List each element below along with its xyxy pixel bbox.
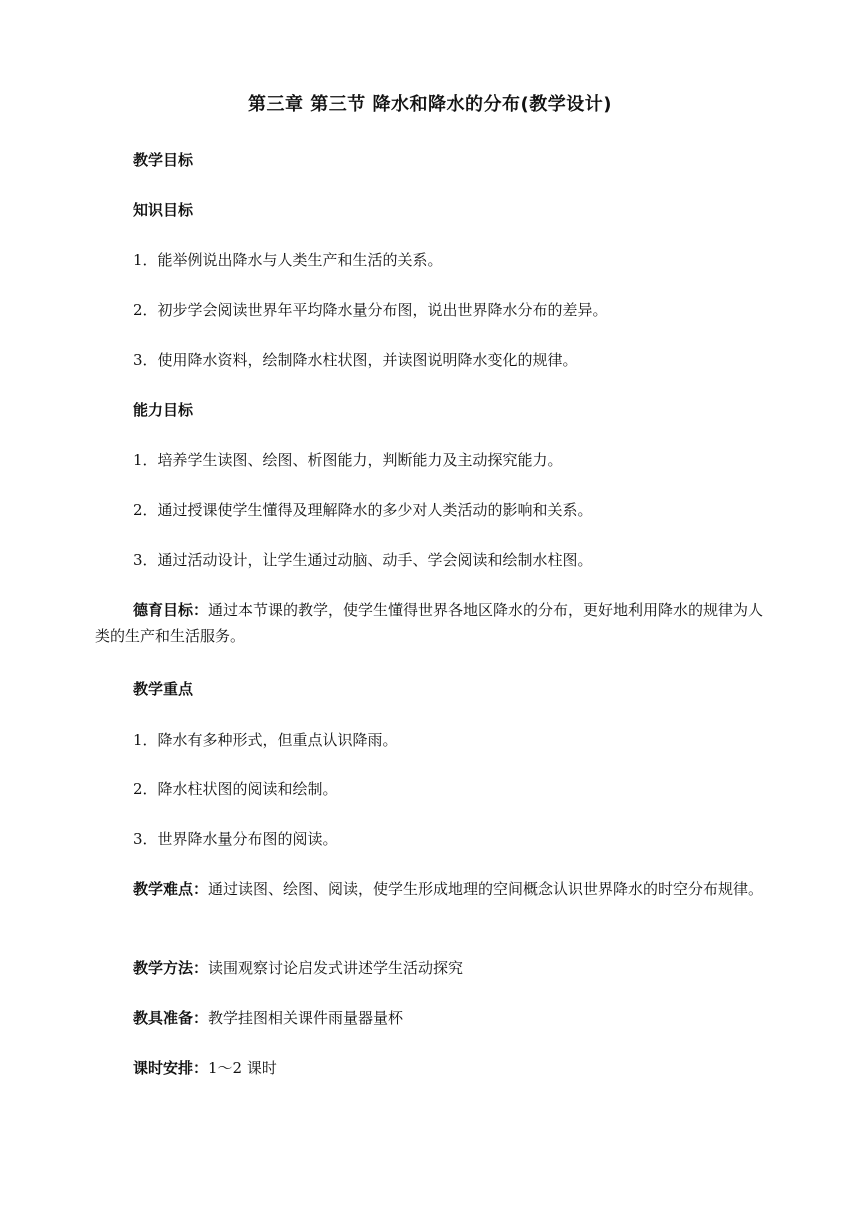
knowledge-goal-item: 1．能举例说出降水与人类生产和生活的关系。 [133,251,443,269]
ability-goal-item: 3．通过活动设计，让学生通过动脑、动手、学会阅读和绘制水柱图。 [133,551,593,569]
tools-paragraph [133,1005,813,1031]
key-points-heading: 教学重点 [133,680,194,698]
knowledge-goal-item: 3．使用降水资料，绘制降水柱状图，并读图说明降水变化的规律。 [133,351,578,369]
knowledge-goal-item: 2．初步学会阅读世界年平均降水量分布图，说出世界降水分布的差异。 [133,301,608,319]
difficulty-label: 教学难点： [133,880,209,898]
method-paragraph [133,955,813,981]
schedule-label: 课时安排： [133,1059,209,1077]
teaching-goals-heading: 教学目标 [133,151,194,169]
ability-goals-heading: 能力目标 [133,401,194,419]
method-text: 读围观察讨论启发式讲述学生活动探究 [208,959,464,977]
moral-goal-label: 德育目标： [133,601,209,619]
method-label: 教学方法： [133,959,209,977]
difficulty-text: 通过读图、绘图、阅读，使学生形成地理的空间概念认识世界降水的时空分布规律。 [208,880,764,898]
ability-goal-item: 1．培养学生读图、绘图、析图能力，判断能力及主动探究能力。 [133,451,563,469]
ability-goal-item: 2．通过授课使学生懂得及理解降水的多少对人类活动的影响和关系。 [133,501,593,519]
tools-text: 教学挂图相关课件雨量器量杯 [208,1009,404,1027]
knowledge-goals-heading: 知识目标 [133,201,194,219]
document-title: 第三章 第三节 降水和降水的分布(教学设计) [248,94,612,115]
schedule-text: 1～2 课时 [208,1059,277,1077]
key-point-item: 3．世界降水量分布图的阅读。 [133,830,338,848]
key-point-item: 1．降水有多种形式，但重点认识降雨。 [133,731,398,749]
moral-goal-paragraph [95,597,775,649]
key-point-item: 2．降水柱状图的阅读和绘制。 [133,780,338,798]
tools-label: 教具准备： [133,1009,209,1027]
schedule-paragraph [133,1055,813,1081]
moral-goal-text: 通过本节课的教学，使学生懂得世界各地区降水的分布，更好地利用降水的规律为人类的生产和生活服务。 [95,601,764,645]
difficulty-paragraph [95,876,775,902]
